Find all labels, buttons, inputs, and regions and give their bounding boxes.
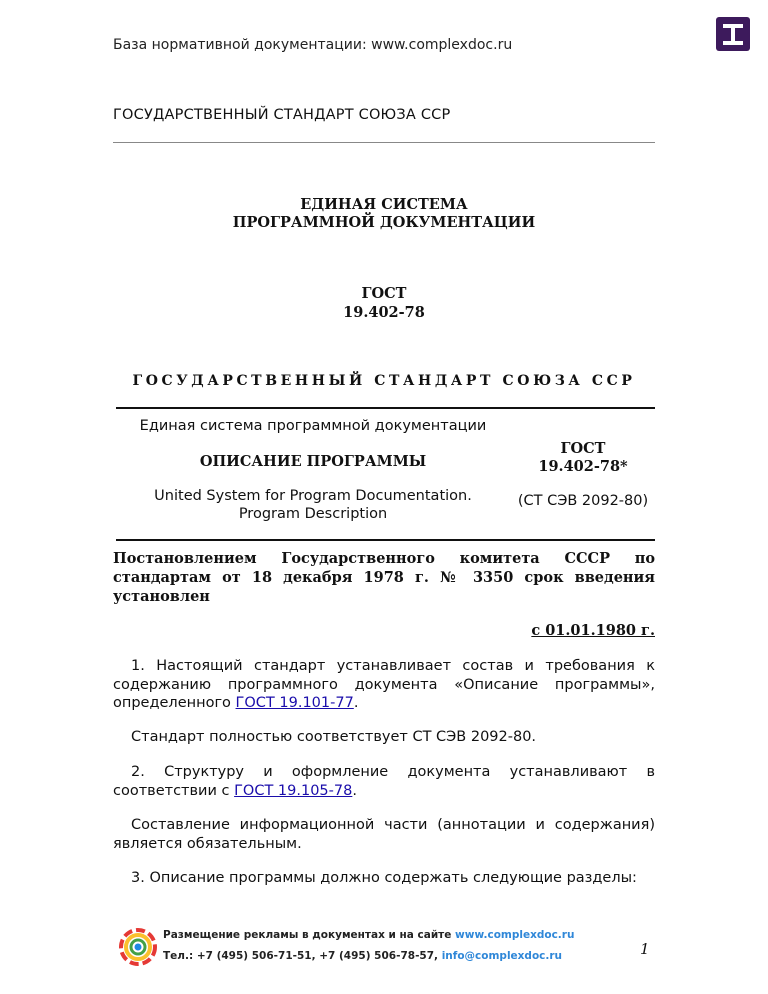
sev-reference: (СТ СЭВ 2092-80) [517, 493, 649, 509]
decree-text: Постановлением Государственного комитета СССР по стандартам от 18 декабря 1978 г. № 3350 срок введения установлен [113, 550, 655, 605]
ad-banner-line1 [163, 929, 574, 941]
gost-number-right: 19.402-78* [538, 458, 628, 475]
system-title-line2: ПРОГРАММНОЙ ДОКУМЕНТАЦИИ [232, 214, 536, 231]
document-system-title [113, 196, 655, 232]
ad-phone-text: Тел.: +7 (495) 506-71-51, +7 (495) 506-78-57, [163, 950, 442, 962]
state-standard-heading: ГОСУДАРСТВЕННЫЙ СТАНДАРТ СОЮЗА ССР [113, 107, 451, 123]
paragraph-3-text: 2. Структуру и оформление документа устанавливают в соответствии с [113, 764, 655, 799]
paragraph-4: Составление информационной части (аннотации и содержания) является обязательным. [113, 817, 655, 852]
gear-logo-icon [118, 927, 158, 967]
header-table-bottom-rule [116, 539, 655, 541]
gost-19-101-77-link[interactable]: ГОСТ 19.101-77 [235, 695, 354, 711]
header-table-top-rule [116, 407, 655, 409]
gost-label: ГОСТ [361, 285, 407, 302]
gost-19-105-78-link[interactable]: ГОСТ 19.105-78 [234, 782, 353, 799]
english-title-line1: United System for Program Documentation. [154, 488, 472, 504]
site-header-text: База нормативной документации: www.complexdoc.ru [113, 37, 513, 53]
paragraph-1-end: . [353, 695, 359, 711]
paragraph-3-end: . [352, 782, 357, 799]
header-divider [113, 142, 655, 143]
page-number: 1 [640, 940, 650, 958]
effective-date: с 01.01.1980 г. [531, 622, 655, 639]
paragraph-2: Стандарт полностью соответствует СТ СЭВ 2092-80. [131, 729, 537, 745]
site-logo-icon[interactable] [716, 17, 750, 51]
spaced-state-standard-title: ГОСУДАРСТВЕННЫЙ СТАНДАРТ СОЮЗА ССР [132, 373, 636, 389]
system-title-line1: ЕДИНАЯ СИСТЕМА [300, 196, 468, 213]
gost-designation [113, 284, 655, 322]
gost-number: 19.402-78 [343, 304, 425, 321]
system-name: Единая система программной документации [139, 418, 487, 434]
document-title: ОПИСАНИЕ ПРОГРАММЫ [199, 453, 427, 470]
english-title-line2: Program Description [238, 506, 388, 522]
ad-banner-line2 [163, 950, 562, 962]
ad-text: Размещение рекламы в документах и на сайте [163, 929, 456, 941]
paragraph-5: 3. Описание программы должно содержать следующие разделы: [131, 870, 637, 886]
gost-label-right: ГОСТ [560, 440, 606, 457]
paragraph-1 [113, 657, 655, 713]
ad-site-link[interactable]: www.complexdoc.ru [455, 929, 575, 941]
ad-email-link[interactable]: info@complexdoc.ru [441, 950, 563, 962]
paragraph-3 [113, 763, 655, 800]
paragraph-1-text: 1. Настоящий стандарт устанавливает состав и требования к содержанию программного документа «Описание программы», определенного [113, 658, 655, 711]
